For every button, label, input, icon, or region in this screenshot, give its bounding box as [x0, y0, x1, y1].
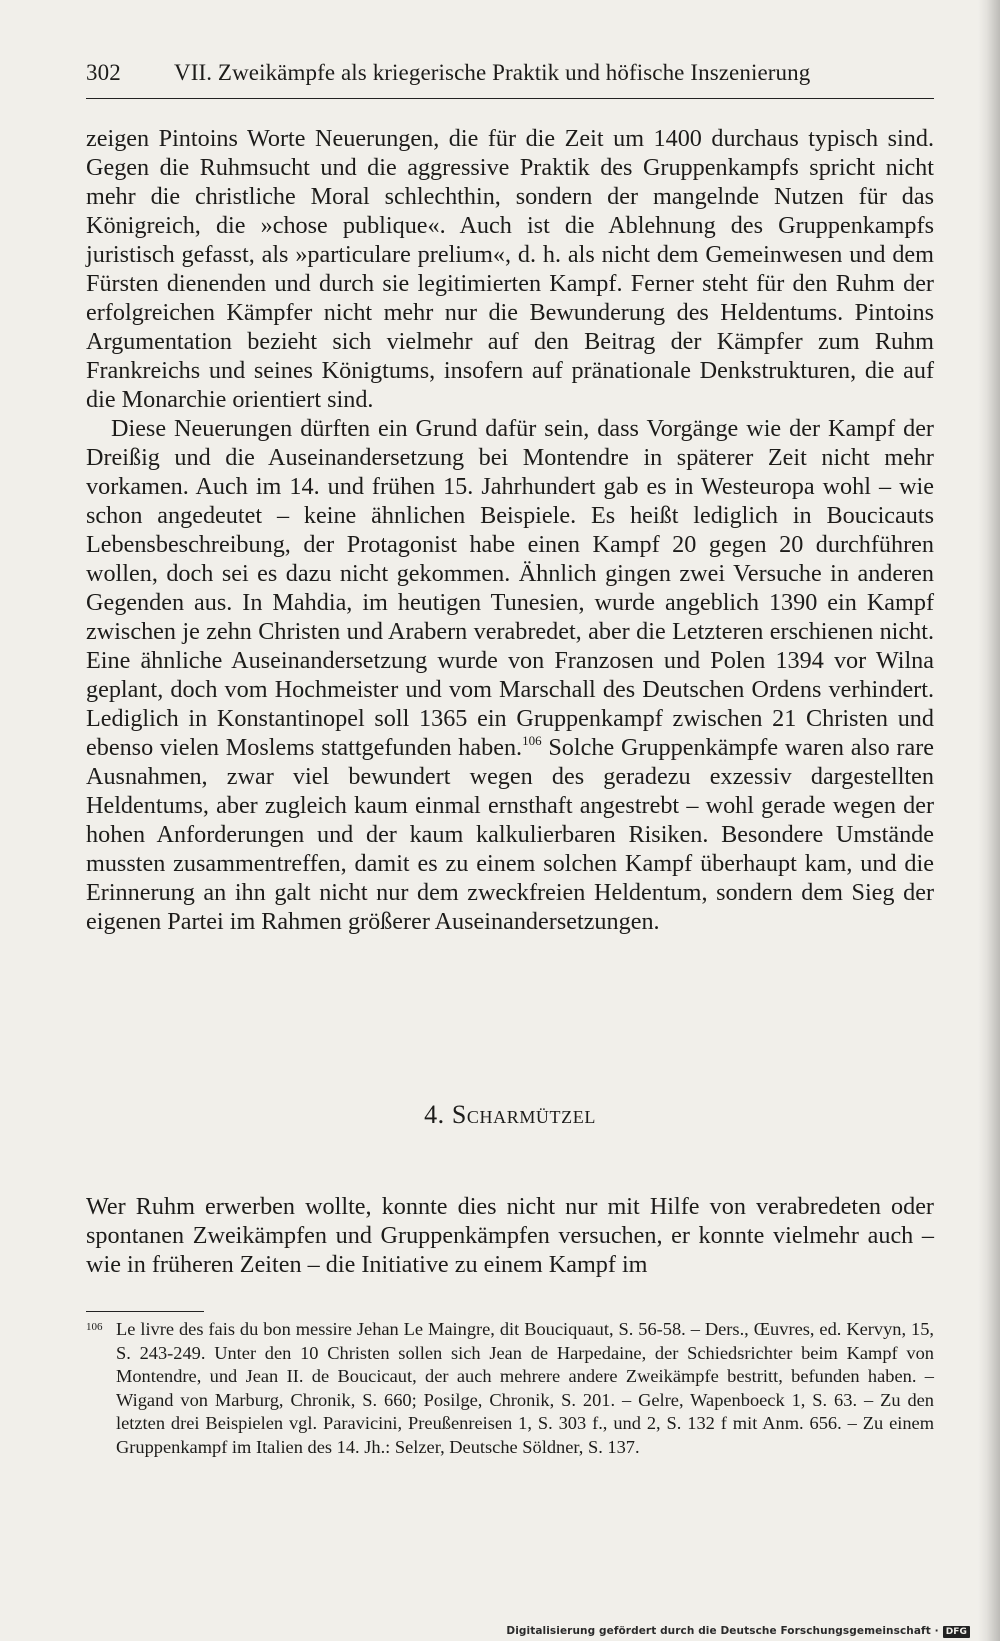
- page-number: 302: [86, 60, 121, 85]
- footnote-ref[interactable]: 106: [522, 733, 542, 748]
- paragraph-2: [86, 414, 934, 936]
- running-title: VII. Zweikämpfe als kriegerische Praktik und höfische Inszenierung: [174, 60, 811, 85]
- paragraph-1: zeigen Pintoins Worte Neuerungen, die für die Zeit um 1400 durchaus typisch sind. Gegen die Ruhmsucht und die aggressive Praktik des Gruppenkampfs spricht nicht mehr die christliche Moral schlechthin, sondern der mangelnde Nutzen für das Königreich, die »chose publique«. Auch ist die Ablehnung des Gruppenkampfs juristisch gefasst, als »particulare prelium«, d. h. als nicht dem Gemeinwesen und dem Fürsten dienenden und durch sie legitimierten Kampf. Ferner steht für den Ruhm der erfolgreichen Kämpfer nicht mehr nur die Bewunderung des Heldentums. Pintoins Argumentation bezieht sich vielmehr auf den Beitrag der Kämpfer zum Ruhm Frankreichs und seines Königtums, insofern auf pränationale Denkstrukturen, die auf die Monarchie orientiert sind.: [86, 125, 934, 413]
- page-edge-shadow: [978, 0, 1000, 1641]
- digitization-text: Digitalisierung gefördert durch die Deutsche Forschungsgemeinschaft ·: [506, 1625, 939, 1637]
- paragraph-2-part-2: Solche Gruppenkämpfe waren also rare Ausnahmen, zwar viel bewundert wegen des geradezu exzessiv dargestellten Heldentums, aber zugleich kaum einmal ernsthaft angestrebt – wohl gerade wegen der hohen Anforderungen und der kaum kalkulierbaren Risiken. Besondere Umstände mussten zusammentreffen, damit es zu einem solchen Kampf überhaupt kam, und die Erinnerung an ihn galt nicht nur dem zweckfreien Heldentum, sondern dem Sieg der eigenen Partei im Rahmen größerer Auseinandersetzungen.: [86, 734, 934, 935]
- paragraph-3: Wer Ruhm erwerben wollte, konnte dies nicht nur mit Hilfe von verabredeten oder spontanen Zweikämpfen und Gruppenkämpfen versuchen, er konnte vielmehr auch – wie in früheren Zeiten – die Initiative zu einem Kampf im: [86, 1193, 934, 1278]
- section-heading: 4. Scharmützel: [424, 1100, 596, 1129]
- footnote: [86, 1318, 934, 1459]
- footnote-number: 106: [86, 1321, 103, 1333]
- header-rule: [86, 98, 934, 99]
- paragraph-2-part-1: Diese Neuerungen dürften ein Grund dafür sein, dass Vorgänge wie der Kampf der Dreißig und die Auseinandersetzung bei Montendre in späterer Zeit nicht mehr vorkamen. Auch im 14. und frühen 15. Jahrhundert gab es in Westeuropa wohl – wie schon angedeutet – keine ähnlichen Beispiele. Es heißt lediglich in Boucicauts Lebensbeschreibung, der Protagonist habe einen Kampf 20 gegen 20 durchführen wollen, doch sei es dazu nicht gekommen. Ähnlich gingen zwei Versuche in anderen Gegenden aus. In Mahdia, im heutigen Tunesien, wurde angeblich 1390 ein Kampf zwischen je zehn Christen und Arabern verabredet, aber die Letzteren erschienen nicht. Eine ähnliche Auseinandersetzung wurde von Franzosen und Polen 1394 vor Wilna geplant, doch vom Hochmeister und vom Marschall des Deutschen Ordens verhindert. Lediglich in Konstantinopel soll 1365 ein Gruppenkampf zwischen 21 Christen und ebenso vielen Moslems stattgefunden haben.: [86, 415, 934, 761]
- running-header: [86, 60, 934, 86]
- section-text: [86, 1192, 934, 1279]
- dfg-logo-icon: DFG: [943, 1626, 970, 1638]
- footnote-text: Le livre des fais du bon messire Jehan Le Maingre, dit Bouciquaut, S. 56-58. – Ders., Œuvres, ed. Kervyn, 15, S. 243-249. Unter den 10 Christen sollen sich Jean de Harpedaine, der Schiedsrichter beim Kampf von Montendre, und Jean II. de Boucicaut, der auch mehrere andere Zweikämpfe bestritt, befunden haben. – Wigand von Marburg, Chronik, S. 660; Posilge, Chronik, S. 201. – Gelre, Wapenboeck 1, S. 63. – Zu den letzten drei Beispielen vgl. Paravicini, Preußenreisen 1, S. 303 f., und 2, S. 132 f mit Anm. 656. – Zu einem Gruppenkampf im Italien des 14. Jh.: Selzer, Deutsche Söldner, S. 137.: [116, 1319, 934, 1457]
- footnote-rule: [86, 1311, 204, 1312]
- main-text: [86, 124, 934, 936]
- digitization-notice: [506, 1625, 970, 1638]
